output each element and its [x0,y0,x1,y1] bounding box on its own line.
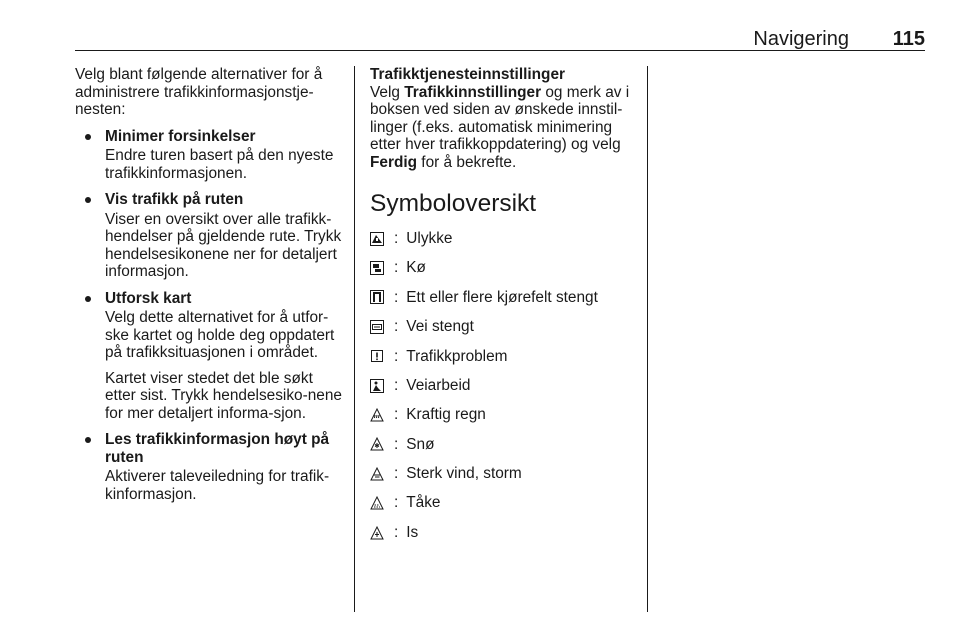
symbol-label: Trafikkproblem [406,347,508,365]
colon: : [394,318,399,336]
list-item [370,312,638,341]
colon: : [394,406,399,424]
list-item [370,224,638,253]
list-item [75,191,343,281]
bullet-title: Utforsk kart [105,289,192,307]
symbol-list [370,224,638,547]
list-item [370,400,638,429]
options-list [75,128,343,504]
colon: : [394,465,399,483]
list-item [75,290,343,423]
list-item [370,489,638,518]
ice-icon [370,526,384,540]
lanes-closed-icon [370,290,384,304]
colon: : [394,288,399,306]
bullet-text: Velg dette alternativet for å utfor-ske kartet og holde deg oppdatert på trafikksituasjonen i området. [105,309,335,361]
symbol-label: Snø [406,435,435,453]
colon: : [394,259,399,277]
symbol-heading: Symboloversikt [370,190,537,217]
left-column [75,66,343,512]
intro-paragraph: Velg blant følgende alternativer for å administrere trafikkinformasjonstje-nesten: [75,66,323,118]
snow-icon [370,437,384,451]
bullet-text: Kartet viser stedet det ble søkt etter sist. Trykk hendelsesiko-nene for mer detaljert informa-sjon. [105,369,342,422]
symbol-label: Is [406,523,419,541]
roadworks-icon [370,379,384,393]
list-item [370,459,638,488]
text-run: Velg [370,83,405,101]
traffic-problem-icon [370,349,384,363]
heavy-rain-icon [370,408,384,422]
list-item [370,518,638,547]
chapter-title: Navigering [753,28,849,50]
bullet-title: Minimer forsinkelser [105,127,256,145]
bullet-text: Aktiverer taleveiledning for trafik-kinformasjon. [105,468,330,503]
symbol-label: Kø [406,259,426,277]
queue-icon [370,261,384,275]
bullet-title: Les trafikkinformasjon høyt på ruten [105,431,330,466]
symbol-label: Tåke [406,494,441,512]
symbol-label: Ulykke [406,229,453,247]
bullet-title: Vis trafikk på ruten [105,191,244,208]
colon: : [394,435,399,453]
symbol-label: Kraftig regn [406,406,486,424]
list-item [370,342,638,371]
colon: : [394,523,399,541]
colon: : [394,494,399,512]
symbol-label: Ett eller flere kjørefelt stengt [406,288,598,306]
column-divider-2 [647,66,648,612]
list-item [370,371,638,400]
colon: : [394,347,399,365]
list-item [75,431,343,503]
list-item [75,128,343,183]
menu-term: Ferdig [370,153,418,171]
text-run: for å bekrefte. [417,153,517,171]
bullet-text: Endre turen basert på den nyeste trafikkinformasjonen. [105,147,334,182]
menu-term: Trafikkinnstillinger [404,83,542,101]
header-rule [75,50,925,51]
page-header [75,28,925,52]
colon: : [394,229,399,247]
bullet-text: Viser en oversikt over alle trafikk-hendelser på gjeldende rute. Trykk hendelsesikonene ner for detaljert informasjon. [105,210,342,280]
page-number: 115 [892,28,925,50]
list-item [370,430,638,459]
text-run: og merk av i boksen ved siden av ønskede innstil-linger (f.eks. automatisk minimering etter hver trafikkoppdatering) og velg [370,83,630,153]
settings-paragraph [370,84,638,172]
strong-wind-icon [370,467,384,481]
fog-icon [370,496,384,510]
symbol-label: Sterk vind, storm [406,465,522,483]
settings-heading: Trafikktjenesteinnstillinger [370,66,566,83]
right-column [370,66,638,547]
accident-icon [370,232,384,246]
symbol-label: Vei stengt [406,318,474,336]
list-item [370,253,638,282]
column-divider-1 [354,66,355,612]
colon: : [394,376,399,394]
road-closed-icon [370,320,384,334]
list-item [370,283,638,312]
symbol-label: Veiarbeid [406,376,471,394]
